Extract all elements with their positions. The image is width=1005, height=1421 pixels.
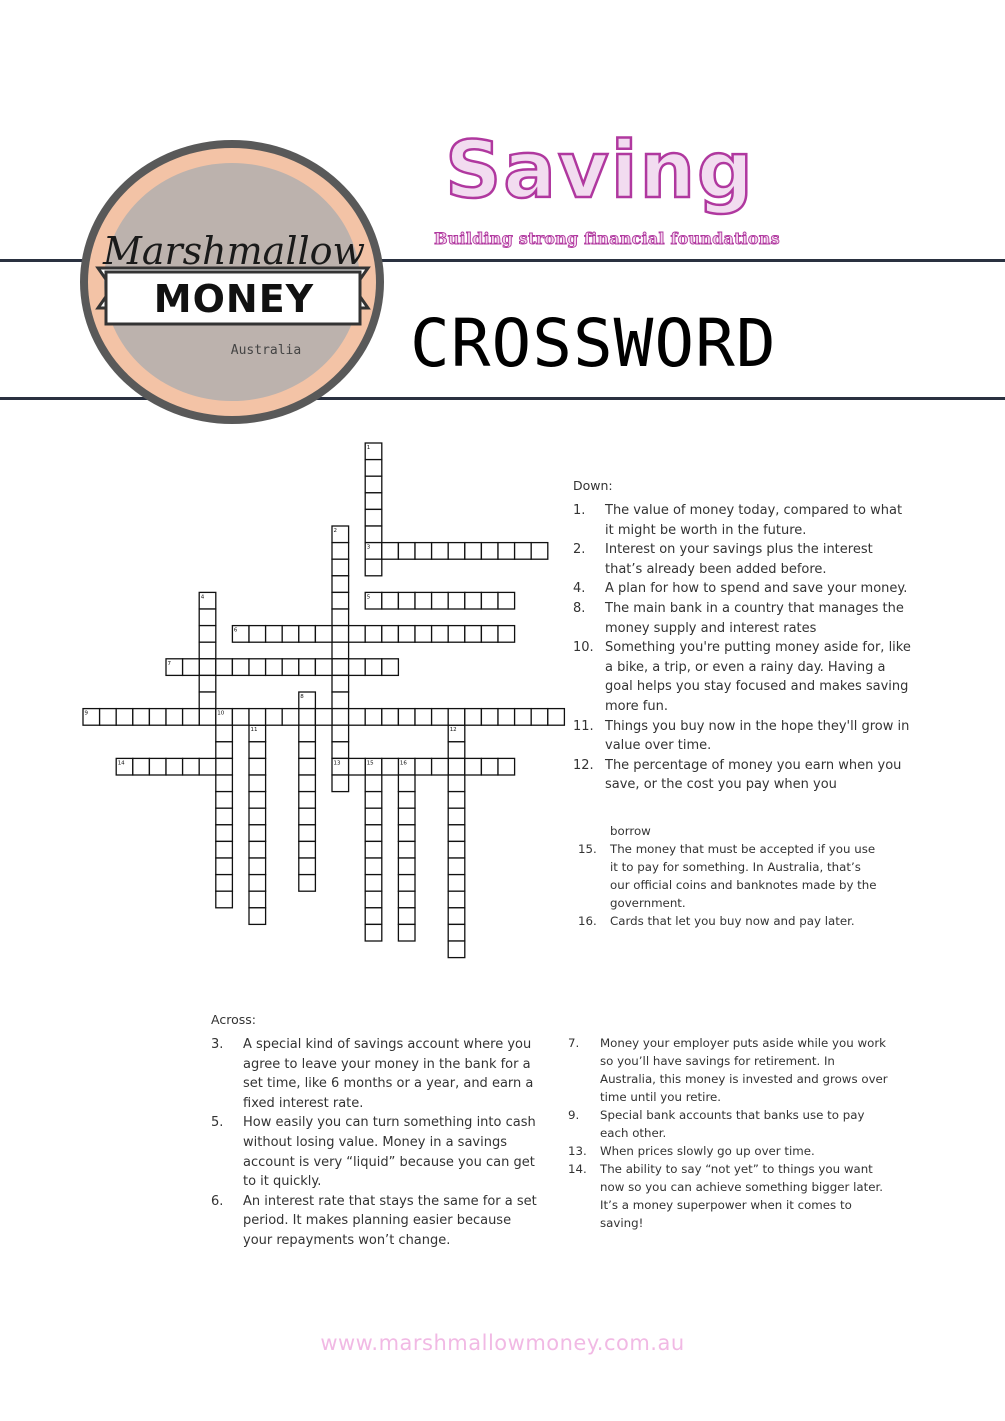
crossword-cell[interactable] [382, 659, 399, 676]
crossword-cell[interactable] [432, 543, 449, 560]
crossword-cell[interactable] [332, 592, 349, 609]
clue-number: 10. [573, 640, 594, 656]
logo-line3: Australia [230, 343, 302, 358]
crossword-cell[interactable] [183, 758, 200, 775]
crossword-cell[interactable] [398, 543, 415, 560]
crossword-cell[interactable] [481, 758, 498, 775]
crossword-cell[interactable] [349, 626, 366, 643]
crossword-cell[interactable] [216, 875, 233, 892]
clue-number: 4. [573, 581, 586, 597]
clue-text: Special bank accounts that banks use to pay each other. [600, 1108, 865, 1140]
crossword-cell[interactable] [481, 626, 498, 643]
crossword-cell[interactable] [365, 509, 382, 526]
crossword-cell[interactable] [332, 609, 349, 626]
crossword-cell[interactable] [448, 841, 465, 858]
crossword-cell[interactable] [465, 592, 482, 609]
crossword-cell[interactable] [332, 758, 349, 775]
crossword-cell[interactable] [365, 825, 382, 842]
crossword-cell[interactable] [199, 609, 216, 626]
crossword-cell[interactable] [332, 543, 349, 560]
crossword-cell[interactable] [382, 592, 399, 609]
crossword-cell[interactable] [448, 742, 465, 759]
clue-number: 5. [211, 1115, 224, 1131]
clue-item [568, 1142, 888, 1160]
crossword-cell[interactable] [149, 758, 166, 775]
crossword-cell[interactable] [332, 626, 349, 643]
title-block [0, 126, 1005, 216]
crossword-cell[interactable] [332, 559, 349, 576]
crossword-cell[interactable] [199, 626, 216, 643]
crossword-cell[interactable] [299, 725, 316, 742]
crossword-cell[interactable] [415, 626, 432, 643]
crossword-cell[interactable] [481, 543, 498, 560]
clue-text: A special kind of savings account where you agree to leave your money in the bank for a set time, like 6 months or a year, and earn a fixed interest rate. [243, 1037, 534, 1111]
clue-number: 15. [578, 842, 597, 856]
crossword-cell[interactable] [100, 709, 117, 726]
crossword-cell[interactable] [365, 543, 382, 560]
crossword-cell[interactable] [299, 742, 316, 759]
crossword-cell[interactable] [349, 659, 366, 676]
crossword-cell[interactable] [432, 709, 449, 726]
crossword-cell[interactable] [249, 758, 266, 775]
crossword-cell[interactable] [448, 592, 465, 609]
crossword-cell[interactable] [332, 742, 349, 759]
crossword-cell[interactable] [199, 758, 216, 775]
crossword-cell[interactable] [515, 543, 532, 560]
crossword-cell[interactable] [448, 709, 465, 726]
clue-item [578, 840, 878, 912]
crossword-cell[interactable] [448, 875, 465, 892]
crossword-cell[interactable] [398, 825, 415, 842]
crossword-cell[interactable] [216, 742, 233, 759]
across-clues-left [211, 1012, 541, 1251]
crossword-cell[interactable] [365, 709, 382, 726]
page-subtitle: Building strong financial foundations [434, 229, 780, 248]
crossword-cell[interactable] [199, 692, 216, 709]
clue-number: 7. [568, 1036, 580, 1050]
crossword-cell[interactable] [448, 792, 465, 809]
logo-line1: Marshmallow [102, 229, 366, 273]
crossword-cell[interactable] [398, 841, 415, 858]
crossword-cell[interactable] [299, 792, 316, 809]
crossword-cell[interactable] [365, 891, 382, 908]
crossword-cell[interactable] [249, 742, 266, 759]
crossword-cell[interactable] [332, 709, 349, 726]
crossword-cell[interactable] [382, 758, 399, 775]
crossword-cell[interactable] [531, 543, 548, 560]
crossword-cell[interactable] [315, 626, 332, 643]
across-clues-right [568, 1034, 888, 1232]
cell-number: 8 [300, 694, 304, 700]
crossword-cell[interactable] [183, 709, 200, 726]
clue-number: 14. [568, 1162, 587, 1176]
crossword-cell[interactable] [349, 709, 366, 726]
crossword-cell[interactable] [332, 642, 349, 659]
crossword-cell[interactable] [365, 792, 382, 809]
down-clues-continued [578, 822, 878, 930]
crossword-cell[interactable] [332, 775, 349, 792]
crossword-cell[interactable] [299, 758, 316, 775]
crossword-cell[interactable] [299, 858, 316, 875]
crossword-cell[interactable] [398, 758, 415, 775]
crossword-cell[interactable] [116, 709, 133, 726]
clue-item [211, 1192, 541, 1251]
clue-item [573, 717, 913, 756]
footer-url[interactable]: www.marshmallowmoney.com.au [320, 1331, 685, 1355]
crossword-cell[interactable] [432, 592, 449, 609]
clue-12-continuation: borrow [610, 824, 651, 838]
crossword-cell[interactable] [216, 825, 233, 842]
crossword-cell[interactable] [216, 808, 233, 825]
crossword-cell[interactable] [232, 626, 249, 643]
clue-text: Cards that let you buy now and pay later. [610, 914, 855, 928]
clue-text: The money that must be accepted if you use it to pay for something. In Australia, that’s our official coins and banknotes made by the government. [610, 842, 877, 910]
crossword-cell[interactable] [133, 758, 150, 775]
crossword-cell[interactable] [365, 592, 382, 609]
crossword-cell[interactable] [365, 626, 382, 643]
crossword-cell[interactable] [332, 659, 349, 676]
crossword-cell[interactable] [415, 758, 432, 775]
crossword-cell[interactable] [299, 709, 316, 726]
clue-number: 12. [573, 757, 594, 773]
crossword-cell[interactable] [448, 543, 465, 560]
clue-item [573, 540, 913, 579]
crossword-cell[interactable] [398, 792, 415, 809]
crossword-cell[interactable] [398, 891, 415, 908]
crossword-cell[interactable] [299, 808, 316, 825]
crossword-cell[interactable] [365, 908, 382, 925]
crossword-cell[interactable] [249, 725, 266, 742]
crossword-cell[interactable] [365, 460, 382, 477]
crossword-cell[interactable] [166, 709, 183, 726]
crossword-cell[interactable] [199, 659, 216, 676]
crossword-cell[interactable] [448, 775, 465, 792]
down-heading: Down: [573, 478, 613, 493]
crossword-cell[interactable] [315, 659, 332, 676]
crossword-cell[interactable] [365, 493, 382, 510]
crossword-cell[interactable] [365, 808, 382, 825]
crossword-cell[interactable] [232, 659, 249, 676]
down-clues [573, 478, 913, 795]
clue-text: When prices slowly go up over time. [600, 1144, 815, 1158]
clue-text: The main bank in a country that manages the money supply and interest rates [605, 600, 904, 636]
crossword-cell[interactable] [365, 924, 382, 941]
crossword-cell[interactable] [365, 476, 382, 493]
crossword-cell[interactable] [349, 758, 366, 775]
clue-text: An interest rate that stays the same for a set period. It makes planning easier because your repayments won’t change. [243, 1193, 537, 1248]
crossword-cell[interactable] [282, 709, 299, 726]
crossword-cell[interactable] [498, 543, 515, 560]
crossword-cell[interactable] [299, 875, 316, 892]
clue-number: 11. [573, 718, 594, 734]
puzzle-type-heading: CROSSWORD [410, 305, 777, 382]
crossword-cell[interactable] [199, 709, 216, 726]
crossword-cell[interactable] [249, 626, 266, 643]
clue-text: How easily you can turn something into cash without losing value. Money in a savings account is very “liquid” because you can get to it quickly. [243, 1115, 536, 1190]
crossword-cell[interactable] [83, 709, 100, 726]
crossword-cell[interactable] [448, 908, 465, 925]
cell-number: 7 [167, 660, 171, 667]
crossword-cell[interactable] [116, 758, 133, 775]
crossword-cell[interactable] [299, 841, 316, 858]
clue-item [211, 1113, 541, 1191]
clue-item [568, 1160, 888, 1232]
crossword-cell[interactable] [398, 626, 415, 643]
clue-text: The value of money today, compared to what it might be worth in the future. [605, 503, 903, 538]
crossword-cell[interactable] [299, 775, 316, 792]
clue-item [568, 1034, 888, 1106]
cell-number: 10 [217, 710, 225, 717]
crossword-cell[interactable] [332, 675, 349, 692]
clue-item [573, 599, 913, 638]
crossword-cell[interactable] [448, 924, 465, 941]
crossword-cell[interactable] [249, 875, 266, 892]
clue-text: A plan for how to spend and save your money. [605, 581, 908, 597]
crossword-cell[interactable] [465, 709, 482, 726]
crossword-cell[interactable] [382, 543, 399, 560]
crossword-cell[interactable] [365, 875, 382, 892]
crossword-cell[interactable] [166, 758, 183, 775]
crossword-cell[interactable] [216, 891, 233, 908]
crossword-cell[interactable] [299, 692, 316, 709]
crossword-cell[interactable] [398, 808, 415, 825]
crossword-cell[interactable] [448, 825, 465, 842]
crossword-cell[interactable] [365, 775, 382, 792]
crossword-cell[interactable] [299, 825, 316, 842]
clue-text: Interest on your savings plus the interest that’s already been added before. [605, 542, 873, 577]
crossword-cell[interactable] [332, 526, 349, 543]
cell-number: 5 [366, 594, 371, 601]
cell-number: 2 [333, 528, 337, 534]
crossword-cell[interactable] [365, 526, 382, 543]
crossword-cell[interactable] [216, 858, 233, 875]
crossword-cell[interactable] [199, 592, 216, 609]
crossword-cell[interactable] [249, 709, 266, 726]
clue-number: 2. [573, 542, 586, 558]
crossword-cell[interactable] [365, 758, 382, 775]
crossword-cell[interactable] [332, 725, 349, 742]
cell-number: 12 [449, 727, 457, 734]
crossword-cell[interactable] [249, 792, 266, 809]
crossword-cell[interactable] [498, 758, 515, 775]
crossword-cell[interactable] [266, 709, 283, 726]
logo-line2: MONEY [153, 277, 315, 321]
crossword-cell[interactable] [498, 709, 515, 726]
crossword-cell[interactable] [365, 559, 382, 576]
cell-number: 13 [333, 760, 341, 767]
crossword-cell[interactable] [498, 592, 515, 609]
cell-number: 16 [399, 760, 407, 767]
crossword-cell[interactable] [365, 841, 382, 858]
crossword-cell[interactable] [415, 709, 432, 726]
crossword-cell[interactable] [382, 709, 399, 726]
crossword-cell[interactable] [432, 626, 449, 643]
crossword-cell[interactable] [232, 709, 249, 726]
crossword-cell[interactable] [216, 841, 233, 858]
crossword-cell[interactable] [249, 858, 266, 875]
crossword-cell[interactable] [465, 543, 482, 560]
crossword-cell[interactable] [299, 659, 316, 676]
crossword-cell[interactable] [548, 709, 565, 726]
crossword-cell[interactable] [398, 858, 415, 875]
crossword-cell[interactable] [398, 592, 415, 609]
crossword-cell[interactable] [448, 808, 465, 825]
clue-number: 16. [578, 914, 597, 928]
crossword-cell[interactable] [498, 626, 515, 643]
crossword-cell[interactable] [398, 908, 415, 925]
crossword-cell[interactable] [282, 626, 299, 643]
crossword-cell[interactable] [249, 841, 266, 858]
crossword-cell[interactable] [216, 758, 233, 775]
across-heading: Across: [211, 1012, 256, 1027]
crossword-cell[interactable] [465, 626, 482, 643]
clue-item [578, 912, 878, 930]
crossword-cell[interactable] [249, 891, 266, 908]
crossword-cell[interactable] [183, 659, 200, 676]
crossword-cell[interactable] [249, 775, 266, 792]
cell-number: 4 [200, 594, 205, 601]
crossword-cell[interactable] [332, 692, 349, 709]
crossword-cell[interactable] [249, 808, 266, 825]
crossword-cell[interactable] [515, 709, 532, 726]
crossword-cell[interactable] [266, 659, 283, 676]
crossword-cell[interactable] [398, 875, 415, 892]
clue-text: The ability to say “not yet” to things you want now so you can achieve something bigger later. It’s a money superpower when it comes to saving! [600, 1162, 884, 1230]
cell-number: 6 [233, 627, 238, 634]
crossword-cell[interactable] [365, 443, 382, 460]
crossword-cell[interactable] [382, 626, 399, 643]
cell-number: 11 [250, 727, 258, 734]
crossword-cell[interactable] [481, 592, 498, 609]
crossword-cell[interactable] [249, 908, 266, 925]
crossword-cell[interactable] [398, 775, 415, 792]
crossword-cell[interactable] [332, 576, 349, 593]
clue-item [573, 638, 913, 716]
crossword-cell[interactable] [216, 792, 233, 809]
cell-number: 15 [366, 760, 374, 767]
clue-text: The percentage of money you earn when you save, or the cost you pay when you [605, 757, 902, 793]
cell-number: 3 [366, 544, 371, 551]
crossword-cell[interactable] [448, 941, 465, 958]
crossword-cell[interactable] [415, 592, 432, 609]
crossword-cell[interactable] [216, 725, 233, 742]
clue-item [573, 756, 913, 795]
crossword-cell[interactable] [299, 626, 316, 643]
crossword-cell[interactable] [365, 858, 382, 875]
clue-text: Something you're putting money aside for, like a bike, a trip, or even a rainy day. Having a goal helps you stay focused and makes saving more fun. [605, 640, 911, 714]
crossword-cell[interactable] [398, 924, 415, 941]
clue-number: 8. [573, 600, 586, 616]
crossword-cell[interactable] [365, 659, 382, 676]
clue-item [573, 579, 913, 599]
crossword-cell[interactable] [531, 709, 548, 726]
crossword-cell[interactable] [448, 758, 465, 775]
clue-text: Money your employer puts aside while you work so you’ll have savings for retirement. In Australia, this money is invested and grows over time until you retire. [600, 1036, 888, 1104]
crossword-cell[interactable] [199, 642, 216, 659]
clue-number: 13. [568, 1144, 587, 1158]
crossword-cell[interactable] [216, 775, 233, 792]
crossword-cell[interactable] [282, 659, 299, 676]
crossword-cell[interactable] [133, 709, 150, 726]
cell-number: 9 [84, 710, 88, 717]
crossword-cell[interactable] [216, 709, 233, 726]
clue-number: 1. [573, 503, 586, 518]
crossword-cell[interactable] [448, 725, 465, 742]
crossword-cell[interactable] [415, 543, 432, 560]
crossword-cell[interactable] [465, 758, 482, 775]
crossword-cell[interactable] [448, 858, 465, 875]
crossword-cell[interactable] [448, 891, 465, 908]
clue-text: Things you buy now in the hope they'll grow in value over time. [605, 718, 910, 754]
crossword-cell[interactable] [216, 659, 233, 676]
page-title: Saving [445, 126, 755, 216]
crossword-cell[interactable] [249, 659, 266, 676]
clue-number: 9. [568, 1108, 580, 1122]
cell-number: 1 [366, 445, 371, 451]
clue-item [568, 1106, 888, 1142]
cell-number: 14 [117, 760, 125, 767]
crossword-cell[interactable] [149, 709, 166, 726]
crossword-cell[interactable] [398, 709, 415, 726]
crossword-cell[interactable] [315, 709, 332, 726]
crossword-cell[interactable] [432, 758, 449, 775]
clue-item [573, 501, 913, 540]
clue-item [211, 1035, 541, 1113]
crossword-cell[interactable] [448, 626, 465, 643]
crossword-cell[interactable] [266, 626, 283, 643]
clue-number: 6. [211, 1193, 224, 1209]
crossword-cell[interactable] [481, 709, 498, 726]
crossword-cell[interactable] [166, 659, 183, 676]
crossword-cell[interactable] [199, 675, 216, 692]
clue-number: 3. [211, 1037, 224, 1052]
crossword-cell[interactable] [249, 825, 266, 842]
